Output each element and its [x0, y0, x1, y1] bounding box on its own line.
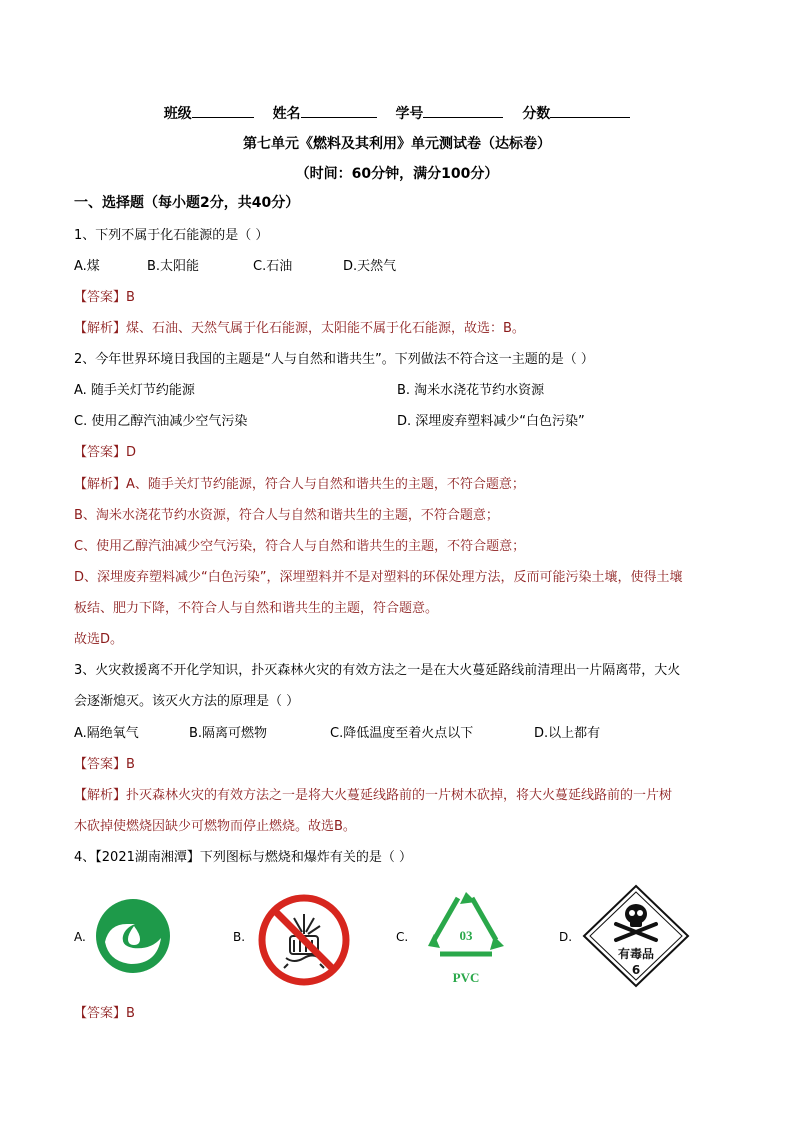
q3-analysis-line-2: 木砍掉使燃烧因缺少可燃物而停止燃烧。故选B。: [74, 819, 356, 834]
question-2-stem: 2、今年世界环境日我国的主题是“人与自然和谐共生”。下列做法不符合这一主题的是（ ）: [74, 352, 594, 367]
pvc-number: 03: [459, 928, 473, 943]
toxic-hazard-icon: [582, 884, 690, 988]
q3-option-d: D.以上都有: [534, 726, 601, 741]
pvc-text: PVC: [452, 970, 480, 985]
q4-option-c-label: C.: [396, 930, 409, 944]
toxic-text: 有毒品: [617, 947, 655, 961]
q2-analysis-line-5: 板结、肥力下降，不符合人与自然和谐共生的主题，符合题意。: [74, 601, 439, 616]
q4-option-b-label: B.: [233, 930, 246, 944]
water-saving-icon: [95, 898, 171, 974]
q3-analysis-line-1: 【解析】扑灭森林火灾的有效方法之一是将大火蔓延线路前的一片树木砍掉，将大火蔓延线路前的一片树: [74, 788, 673, 803]
q2-analysis-line-2: B、淘米水浇花节约水资源，符合人与自然和谐共生的主题，不符合题意；: [74, 508, 499, 523]
question-4-stem: 4、【2021湖南湘潭】下列图标与燃烧和爆炸有关的是（ ）: [74, 850, 412, 865]
q4-option-d-label: D.: [559, 930, 573, 944]
q2-option-a: A. 随手关灯节约能源: [74, 383, 195, 398]
class-field[interactable]: 班级: [164, 103, 254, 123]
q3-option-c: C.降低温度至着火点以下: [330, 726, 474, 741]
q2-analysis-line-6: 故选D。: [74, 632, 124, 647]
exam-title: 第七单元《燃料及其利用》单元测试卷（达标卷）: [243, 136, 551, 152]
q2-option-c: C. 使用乙醇汽油减少空气污染: [74, 414, 248, 429]
q1-option-c: C.石油: [253, 259, 293, 274]
q1-option-a: A.煤: [74, 259, 100, 274]
q1-analysis: 【解析】煤、石油、天然气属于化石能源，太阳能不属于化石能源，故选：B。: [74, 321, 525, 336]
q3-option-b: B.隔离可燃物: [189, 726, 268, 741]
q2-analysis-line-1: 【解析】A、随手关灯节约能源，符合人与自然和谐共生的主题，不符合题意；: [74, 477, 525, 492]
q2-analysis-line-3: C、使用乙醇汽油减少空气污染，符合人与自然和谐共生的主题，不符合题意；: [74, 539, 526, 554]
question-3-stem-line-1: 3、火灾救援离不开化学知识，扑灭森林火灾的有效方法之一是在大火蔓延路线前清理出一片隔离带，大火: [74, 663, 681, 678]
toxic-number: 6: [631, 963, 641, 977]
pvc-recycling-icon: [420, 888, 512, 988]
q1-option-b: B.太阳能: [147, 259, 200, 274]
q1-answer: 【答案】B: [74, 290, 135, 305]
section-title: 一、选择题（每小题2分，共40分）: [74, 195, 300, 211]
q2-option-d: D. 深埋废弃塑料减少“白色污染”: [397, 414, 585, 429]
q4-answer: 【答案】B: [74, 1006, 135, 1021]
q2-answer: 【答案】D: [74, 445, 137, 460]
no-fireworks-icon: [258, 894, 350, 986]
q3-option-a: A.隔绝氧气: [74, 726, 139, 741]
name-field[interactable]: 姓名: [273, 103, 377, 123]
q2-analysis-line-4: D、深埋废弃塑料减少“白色污染”，深埋塑料并不是对塑料的环保处理方法，反而可能污染土壤，使得土壤: [74, 570, 683, 585]
q3-answer: 【答案】B: [74, 757, 135, 772]
q1-option-d: D.天然气: [343, 259, 397, 274]
q4-option-a-label: A.: [74, 930, 86, 944]
question-1-stem: 1、下列不属于化石能源的是（ ）: [74, 228, 269, 243]
score-field[interactable]: 分数: [522, 103, 630, 123]
question-3-stem-line-2: 会逐渐熄灭。该灭火方法的原理是（ ）: [74, 694, 300, 709]
exam-subtitle: （时间：60分钟，满分100分）: [295, 166, 499, 182]
student-id-field[interactable]: 学号: [395, 103, 503, 123]
student-info-line: [0, 103, 794, 123]
q2-option-b: B. 淘米水浇花节约水资源: [397, 383, 545, 398]
